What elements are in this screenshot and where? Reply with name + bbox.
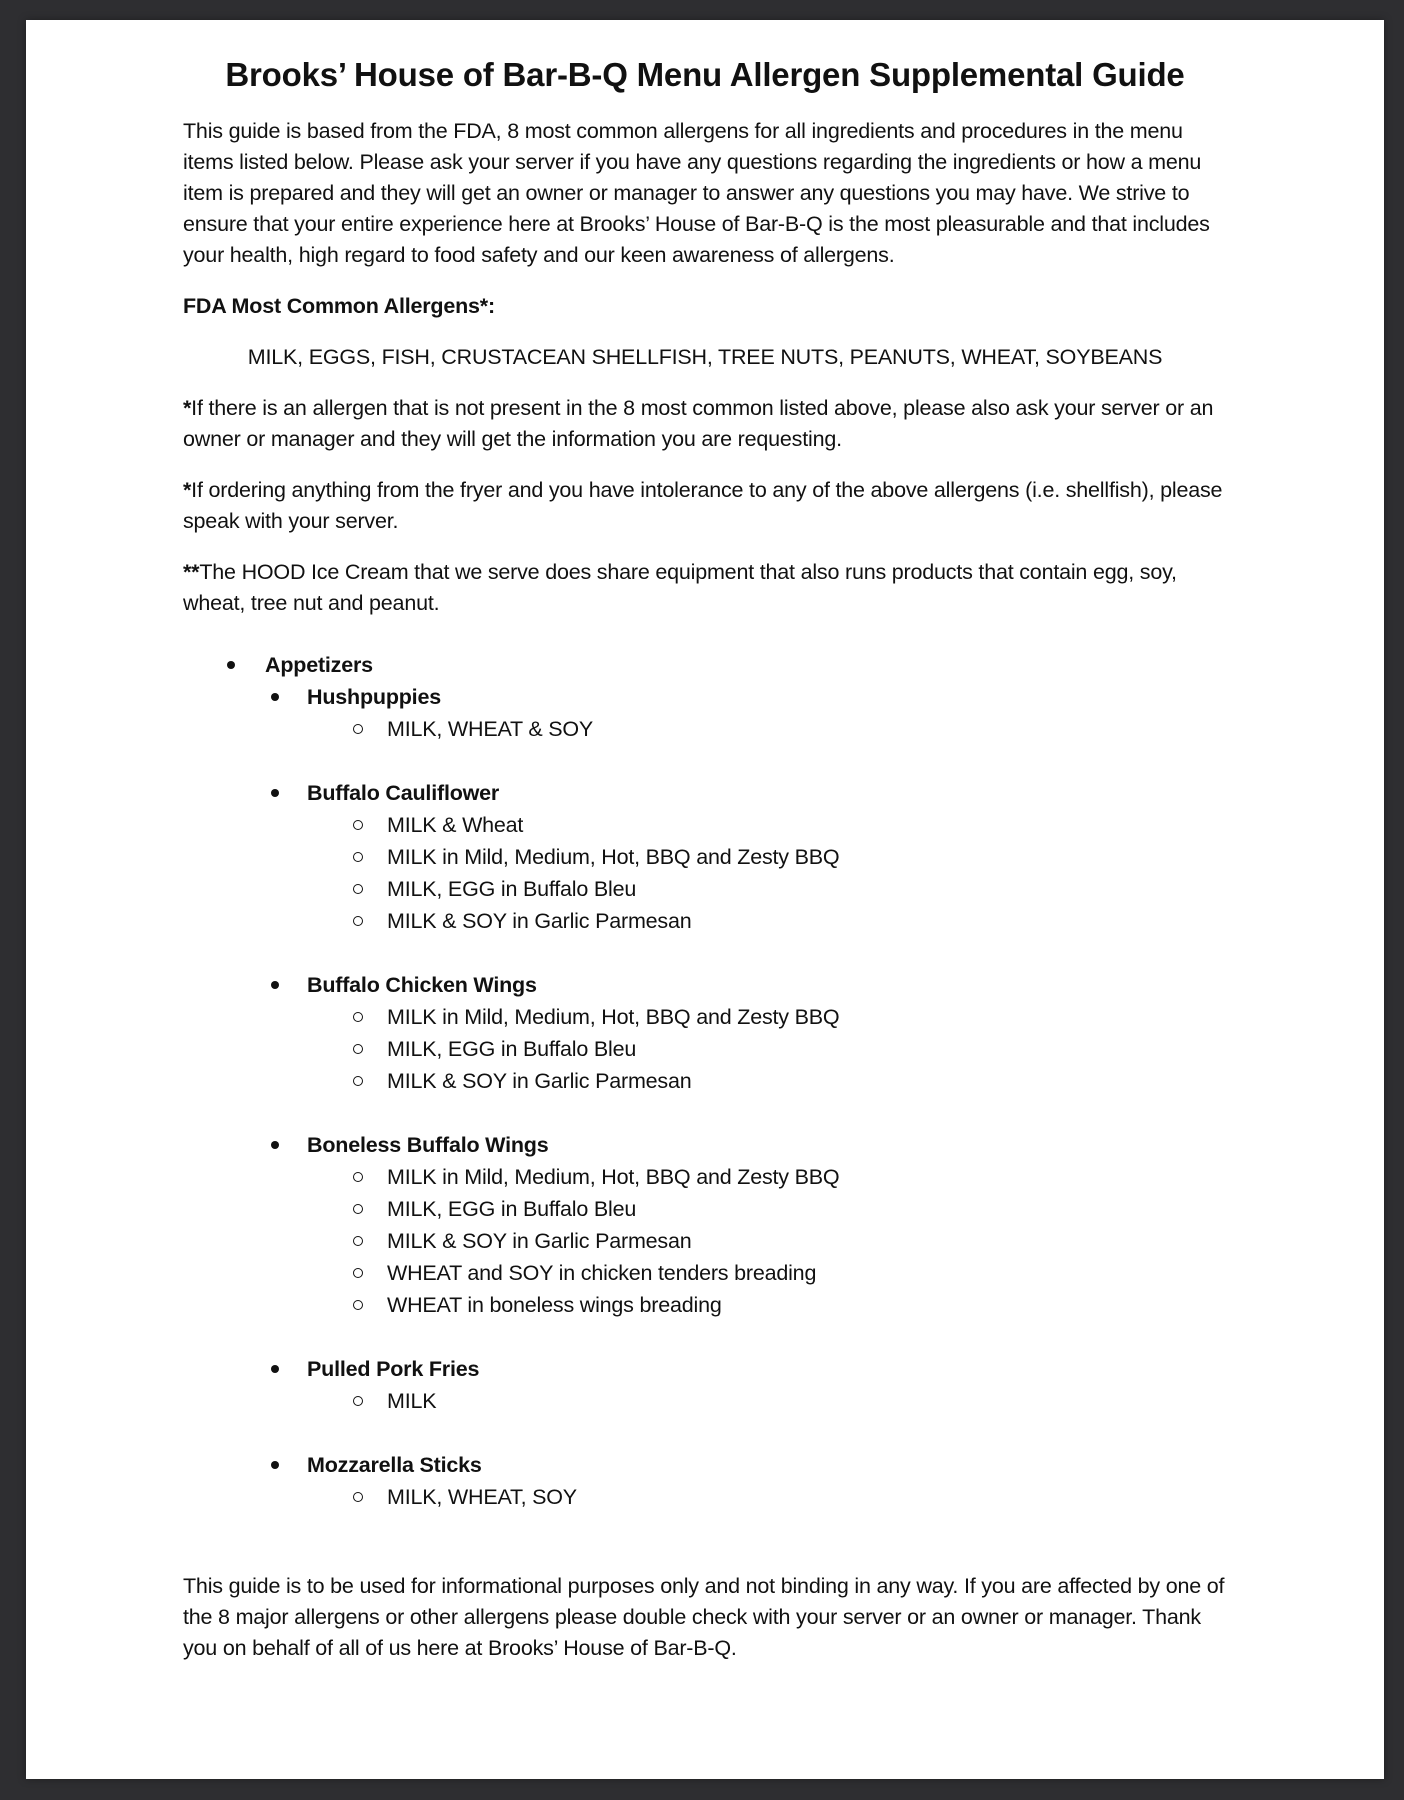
fda-allergens-heading: FDA Most Common Allergens*:	[183, 294, 495, 318]
circle-bullet-icon	[353, 852, 363, 862]
allergen-row	[183, 809, 1227, 841]
allergen-sublist	[183, 713, 1227, 745]
circle-bullet-icon	[353, 1236, 363, 1246]
category-list-item	[183, 649, 1227, 681]
allergen-row	[183, 841, 1227, 873]
menu-item-row	[183, 969, 1227, 1001]
circle-bullet-icon	[353, 820, 363, 830]
allergen-row	[183, 1385, 1227, 1417]
note-asterisk: **	[183, 560, 200, 584]
allergen-row	[183, 713, 1227, 745]
allergen-row	[183, 1161, 1227, 1193]
allergen-text: MILK & SOY in Garlic Parmesan	[387, 1069, 692, 1093]
menu-item	[183, 1449, 1227, 1513]
notes-section	[183, 393, 1227, 619]
allergen-row	[183, 1001, 1227, 1033]
bullet-icon	[271, 1461, 279, 1469]
allergen-sublist	[183, 809, 1227, 937]
circle-bullet-icon	[353, 1172, 363, 1182]
bullet-icon	[227, 661, 235, 669]
circle-bullet-icon	[353, 1300, 363, 1310]
footer-paragraph: This guide is to be used for informational purposes only and not binding in any way. If you are affected by one of the 8 major allergens or other allergens please double check with your server or an owner or manager. Thank you on behalf of all of us here at Brooks’ House of Bar-B-Q.	[183, 1574, 1225, 1660]
allergen-text: MILK in Mild, Medium, Hot, BBQ and Zesty BBQ	[387, 1005, 840, 1029]
circle-bullet-icon	[353, 1396, 363, 1406]
allergen-text: MILK & SOY in Garlic Parmesan	[387, 1229, 692, 1253]
menu-item-name: Pulled Pork Fries	[307, 1357, 480, 1381]
menu-items-group	[183, 681, 1227, 1513]
allergen-row	[183, 905, 1227, 937]
menu-item-name: Hushpuppies	[307, 685, 441, 709]
allergen-text: MILK, WHEAT, SOY	[387, 1485, 577, 1509]
circle-bullet-icon	[353, 724, 363, 734]
menu-item-row	[183, 1449, 1227, 1481]
note-asterisk: *	[183, 396, 192, 420]
allergen-text: MILK, EGG in Buffalo Bleu	[387, 1197, 637, 1221]
menu-item	[183, 681, 1227, 745]
bullet-icon	[271, 1141, 279, 1149]
page-title: Brooks’ House of Bar-B-Q Menu Allergen Supplemental Guide	[225, 56, 1185, 93]
allergen-row	[183, 1481, 1227, 1513]
bullet-icon	[271, 789, 279, 797]
bullet-icon	[271, 1365, 279, 1373]
allergen-sublist	[183, 1385, 1227, 1417]
allergen-sublist	[183, 1161, 1227, 1321]
allergen-text: WHEAT in boneless wings breading	[387, 1293, 722, 1317]
allergen-sublist	[183, 1001, 1227, 1097]
document-page	[26, 20, 1384, 1779]
menu-item	[183, 777, 1227, 937]
circle-bullet-icon	[353, 1204, 363, 1214]
note-paragraph	[183, 475, 1227, 537]
menu-item	[183, 1129, 1227, 1321]
menu-item-name: Buffalo Chicken Wings	[307, 973, 537, 997]
circle-bullet-icon	[353, 1268, 363, 1278]
menu-item-name: Mozzarella Sticks	[307, 1453, 482, 1477]
menu-item-name: Buffalo Cauliflower	[307, 781, 500, 805]
menu-item-row	[183, 681, 1227, 713]
allergen-text: MILK & Wheat	[387, 813, 524, 837]
allergen-row	[183, 1257, 1227, 1289]
allergen-text: MILK, EGG in Buffalo Bleu	[387, 877, 637, 901]
intro-paragraph: This guide is based from the FDA, 8 most common allergens for all ingredients and procedures in the menu items listed below. Please ask your server if you have any questions regarding the ingredients or how a menu item is prepared and they will get an owner or manager to answer any questions you may have. We strive to ensure that your entire experience here at Brooks’ House of Bar-B-Q is the most pleasurable and that includes your health, high regard to food safety and our keen awareness of allergens.	[183, 119, 1210, 267]
circle-bullet-icon	[353, 1012, 363, 1022]
bullet-icon	[271, 981, 279, 989]
circle-bullet-icon	[353, 1044, 363, 1054]
allergen-sublist	[183, 1481, 1227, 1513]
allergen-text: MILK in Mild, Medium, Hot, BBQ and Zesty BBQ	[387, 1165, 840, 1189]
circle-bullet-icon	[353, 1076, 363, 1086]
circle-bullet-icon	[353, 1492, 363, 1502]
circle-bullet-icon	[353, 884, 363, 894]
allergen-row	[183, 1225, 1227, 1257]
allergen-text: MILK & SOY in Garlic Parmesan	[387, 909, 692, 933]
note-paragraph	[183, 393, 1227, 455]
allergen-row	[183, 1065, 1227, 1097]
allergen-list-line: MILK, EGGS, FISH, CRUSTACEAN SHELLFISH, TREE NUTS, PEANUTS, WHEAT, SOYBEANS	[247, 345, 1163, 369]
allergen-text: MILK in Mild, Medium, Hot, BBQ and Zesty BBQ	[387, 845, 840, 869]
allergen-row	[183, 1289, 1227, 1321]
allergen-row	[183, 1193, 1227, 1225]
note-text: If there is an allergen that is not present in the 8 most common listed above, please also ask your server or an owner or manager and they will get the information you are requesting.	[183, 396, 1214, 451]
note-text: If ordering anything from the fryer and you have intolerance to any of the above allergens (i.e. shellfish), please speak with your server.	[183, 478, 1223, 533]
note-text: The HOOD Ice Cream that we serve does share equipment that also runs products that contain egg, soy, wheat, tree nut and peanut.	[183, 560, 1177, 615]
menu-item-row	[183, 1353, 1227, 1385]
allergen-text: MILK, WHEAT & SOY	[387, 717, 594, 741]
menu-item-name: Boneless Buffalo Wings	[307, 1133, 549, 1157]
allergen-text: WHEAT and SOY in chicken tenders breading	[387, 1261, 817, 1285]
menu-item-row	[183, 777, 1227, 809]
menu-allergen-list	[183, 649, 1227, 1513]
allergen-text: MILK, EGG in Buffalo Bleu	[387, 1037, 637, 1061]
note-paragraph	[183, 557, 1227, 619]
allergen-text: MILK	[387, 1389, 437, 1413]
allergen-row	[183, 873, 1227, 905]
note-asterisk: *	[183, 478, 192, 502]
menu-item	[183, 969, 1227, 1097]
allergen-row	[183, 1033, 1227, 1065]
category-label: Appetizers	[265, 653, 373, 677]
menu-item	[183, 1353, 1227, 1417]
menu-item-row	[183, 1129, 1227, 1161]
circle-bullet-icon	[353, 916, 363, 926]
bullet-icon	[271, 693, 279, 701]
